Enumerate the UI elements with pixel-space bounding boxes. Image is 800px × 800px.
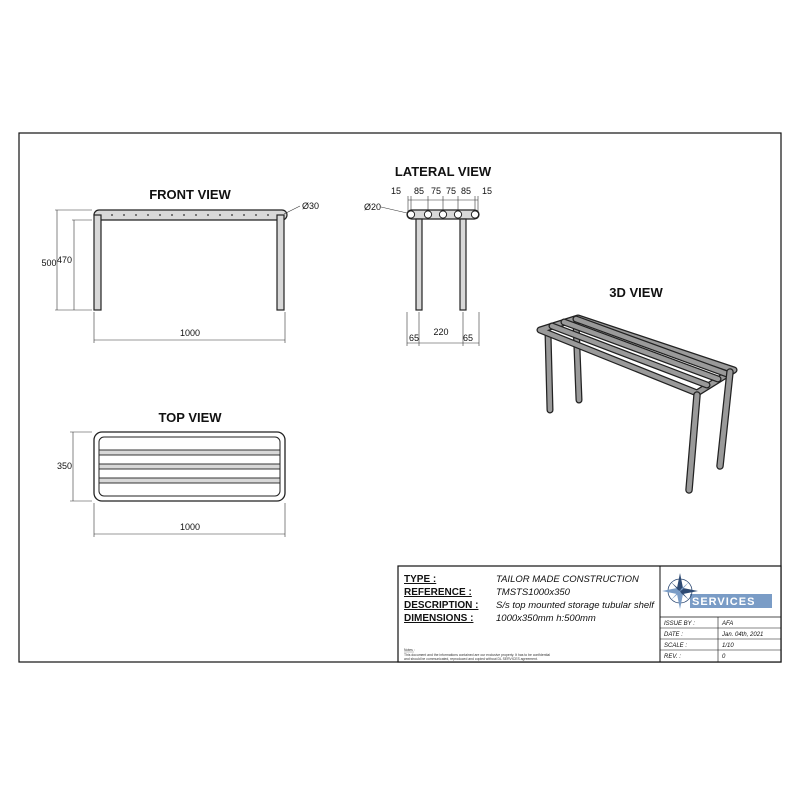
front-dim-500-label: 500: [41, 258, 57, 268]
dimensions-value: 1000x350mm h:500mm: [496, 613, 596, 624]
logo-text: SERVICES: [692, 596, 756, 608]
type-label: TYPE :: [404, 574, 437, 585]
rev-value: 0: [722, 654, 726, 660]
issue-value: AFA: [722, 621, 734, 627]
front-diameter-label: Ø30: [302, 201, 320, 211]
lateral-dim-1: 85: [413, 186, 425, 196]
type-value: TAILOR MADE CONSTRUCTION: [496, 574, 639, 585]
legal-text-1: This document and the informations contained are our exclusive property. It has to be confidential: [404, 653, 551, 657]
top-dim-350-label: 350: [56, 461, 72, 471]
lateral-diameter-label: Ø20: [364, 202, 382, 212]
front-dim-470-label: 470: [56, 255, 72, 265]
lateral-right-leg: [460, 219, 466, 310]
lateral-dim-0: 15: [390, 186, 402, 196]
reference-value: TMSTS1000x350: [496, 587, 570, 598]
lateral-bottom-mid-label: 220: [433, 327, 449, 337]
front-left-leg: [94, 215, 101, 310]
lateral-dim-2: 75: [430, 186, 442, 196]
iso-view-title: 3D VIEW: [609, 285, 663, 300]
issue-label: ISSUE BY :: [664, 621, 695, 627]
date-value: Jan. 04th, 2021: [722, 632, 764, 638]
lateral-dim-3: 75: [445, 186, 457, 196]
description-value: S/s top mounted storage tubular shelf: [496, 600, 654, 611]
lateral-dim-4: 85: [460, 186, 472, 196]
lateral-bottom-right-label: 65: [462, 333, 474, 343]
front-right-leg: [277, 215, 284, 310]
description-label: DESCRIPTION :: [404, 600, 479, 611]
legal-text-2: and should be communicated, reproduced and copied without DL SERVICES agreement.: [404, 657, 538, 661]
title-block: [398, 566, 781, 662]
scale-label: SCALE :: [664, 643, 688, 649]
rev-label: REV. :: [664, 654, 681, 660]
top-view-title: TOP VIEW: [158, 410, 222, 425]
scale-value: 1/10: [722, 643, 734, 649]
notes-label: Notes :: [404, 648, 415, 652]
front-dim-1000-label: 1000: [179, 328, 201, 338]
front-top-tube: [94, 210, 287, 220]
lateral-dim-5: 15: [481, 186, 493, 196]
date-label: DATE :: [664, 632, 683, 638]
lateral-bottom-left-label: 65: [408, 333, 420, 343]
top-tubes: [99, 450, 280, 483]
lateral-view-title: LATERAL VIEW: [394, 164, 492, 179]
top-dim-1000-label: 1000: [179, 522, 201, 532]
front-view-title: FRONT VIEW: [149, 187, 231, 202]
lateral-left-leg: [416, 219, 422, 310]
dimensions-label: DIMENSIONS :: [404, 613, 474, 624]
reference-label: REFERENCE :: [404, 587, 472, 598]
